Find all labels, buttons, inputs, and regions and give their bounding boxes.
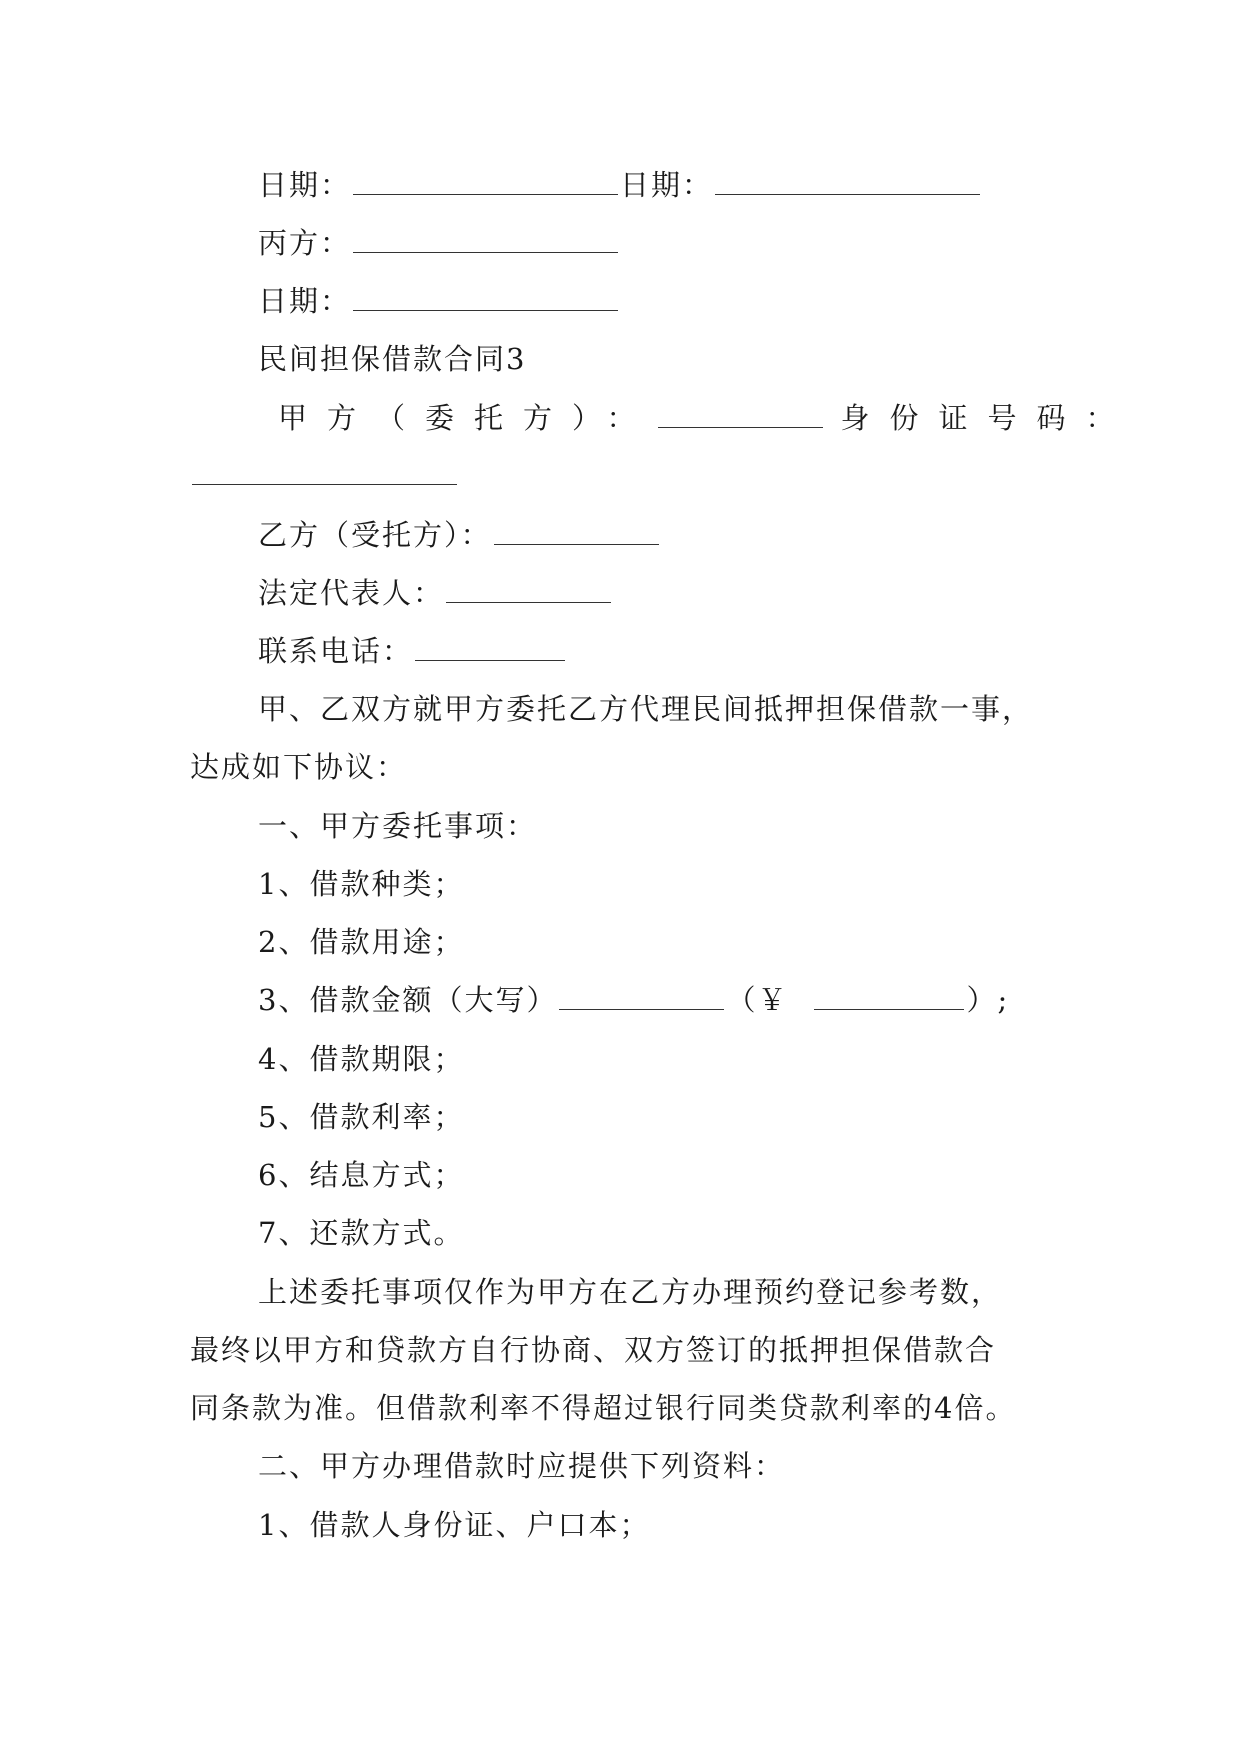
date-row — [258, 165, 982, 205]
list-item: 4、借款期限； — [258, 1042, 465, 1076]
loan-amount-row — [258, 980, 1009, 1020]
id-number-blank — [192, 458, 457, 485]
party-c-blank — [353, 226, 618, 253]
phone-row — [258, 631, 567, 671]
list-item: 1、借款人身份证、户口本； — [258, 1508, 651, 1542]
party-a-blank — [658, 401, 823, 428]
note-paragraph-line: 同条款为准。但借款利率不得超过银行同类贷款利率的4倍。 — [190, 1391, 1017, 1425]
party-b-label: 乙方（受托方）： — [258, 518, 492, 552]
date-label: 日期： — [620, 168, 714, 202]
note-paragraph-line: 最终以甲方和贷款方自行协商、双方签订的抵押担保借款合 — [190, 1333, 997, 1367]
intro-paragraph-line: 甲、乙双方就甲方委托乙方代理民间抵押担保借款一事， — [258, 692, 1034, 726]
amount-figures-blank — [814, 983, 964, 1010]
amount-words-blank — [559, 983, 724, 1010]
party-b-row — [258, 515, 661, 555]
date-blank — [715, 168, 980, 195]
date-label: 日期： — [258, 284, 352, 318]
phone-blank — [415, 634, 565, 661]
section-heading: 一、甲方委托事项： — [258, 809, 538, 843]
list-item: 1、借款种类； — [258, 867, 465, 901]
amount-close: ）; — [966, 983, 1010, 1017]
legal-rep-row — [258, 573, 613, 613]
date-blank — [353, 168, 618, 195]
currency-label: （￥ — [726, 983, 789, 1017]
intro-paragraph-line: 达成如下协议： — [190, 750, 408, 784]
party-a-label: 甲方（委托方）： — [278, 401, 656, 435]
list-item: 7、还款方式。 — [258, 1216, 465, 1250]
legal-rep-label: 法定代表人： — [258, 576, 445, 610]
list-item: 3、借款金额（大写） — [258, 983, 558, 1017]
date-blank — [353, 284, 618, 311]
contract-title: 民间担保借款合同3 — [258, 342, 527, 376]
legal-rep-blank — [446, 576, 611, 603]
note-paragraph-line: 上述委托事项仅作为甲方在乙方办理预约登记参考数， — [258, 1275, 1003, 1309]
section-heading: 二、甲方办理借款时应提供下列资料： — [258, 1449, 786, 1483]
phone-label: 联系电话： — [258, 634, 414, 668]
list-item: 2、借款用途； — [258, 925, 465, 959]
id-number-label: 身份证号码： — [840, 401, 1135, 435]
list-item: 5、借款利率； — [258, 1100, 465, 1134]
party-a-row — [278, 398, 1135, 438]
list-item: 6、结息方式； — [258, 1158, 465, 1192]
party-c-label: 丙方： — [258, 226, 352, 260]
date-label: 日期： — [258, 168, 352, 202]
party-c-row — [258, 223, 620, 263]
id-number-row — [190, 455, 459, 495]
party-b-blank — [494, 518, 659, 545]
date-row-2 — [258, 281, 620, 321]
